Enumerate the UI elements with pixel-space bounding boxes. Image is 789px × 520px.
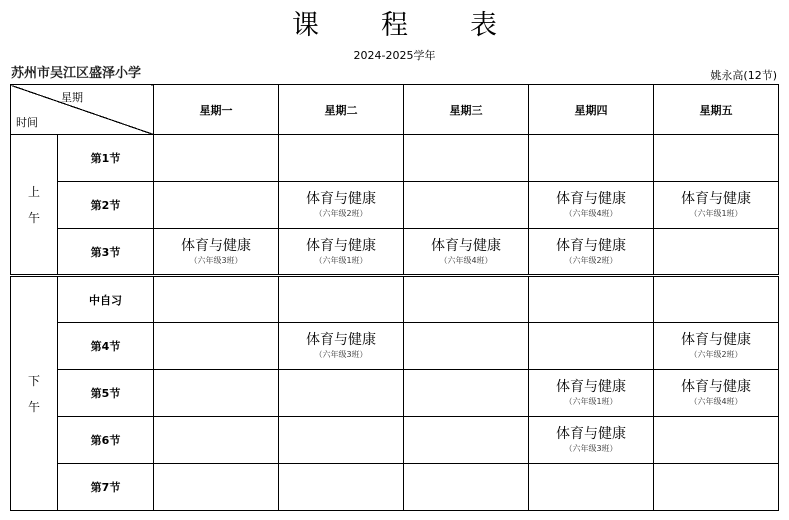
schedule-cell <box>654 323 779 370</box>
schedule-cell <box>279 464 404 511</box>
afternoon-label: 下 午 <box>11 276 58 511</box>
schedule-cell <box>529 229 654 276</box>
schedule-cell <box>654 276 779 323</box>
corner-time-label: 时间 <box>16 116 38 129</box>
period-label: 中自习 <box>58 276 154 323</box>
period-row <box>11 417 779 464</box>
schedule-cell <box>404 182 529 229</box>
course-name: 体育与健康 <box>681 379 751 395</box>
schedule-cell <box>404 229 529 276</box>
schedule-cell <box>154 417 279 464</box>
course-name: 体育与健康 <box>431 237 501 254</box>
class-name: （六年级3班） <box>564 444 618 453</box>
schedule-cell <box>279 370 404 417</box>
school-year: 2024-2025学年 <box>353 49 436 62</box>
schedule-cell <box>654 229 779 276</box>
period-row <box>11 229 779 276</box>
schedule-cell <box>654 135 779 182</box>
period-row <box>11 276 779 323</box>
schedule-cell <box>654 464 779 511</box>
teacher-name: 姚永高(12节) <box>710 69 777 82</box>
morning-label: 上 午 <box>11 135 58 276</box>
schedule-cell <box>404 417 529 464</box>
schedule-cell <box>654 182 779 229</box>
course-name: 体育与健康 <box>556 237 626 254</box>
day-header: 星期三 <box>404 85 529 135</box>
schedule-cell <box>279 135 404 182</box>
period-label: 第2节 <box>58 182 154 229</box>
schedule-cell <box>529 370 654 417</box>
schedule-cell <box>279 417 404 464</box>
schedule-cell <box>154 182 279 229</box>
course-name: 体育与健康 <box>681 332 751 348</box>
class-name: （六年级4班） <box>689 397 743 406</box>
class-name: （六年级3班） <box>189 255 243 265</box>
period-label: 第3节 <box>58 229 154 276</box>
period-row <box>11 370 779 417</box>
schedule-cell <box>529 135 654 182</box>
schedule-cell <box>404 323 529 370</box>
corner-cell <box>11 85 154 135</box>
schedule-cell <box>529 417 654 464</box>
course-name: 体育与健康 <box>556 191 626 207</box>
period-label: 第5节 <box>58 370 154 417</box>
class-name: （六年级1班） <box>314 255 368 265</box>
class-name: （六年级4班） <box>439 255 493 265</box>
class-name: （六年级2班） <box>564 255 618 265</box>
schedule-cell <box>279 182 404 229</box>
class-name: （六年级4班） <box>564 209 618 218</box>
class-name: （六年级3班） <box>314 350 368 359</box>
class-name: （六年级1班） <box>564 397 618 406</box>
schedule-cell <box>279 276 404 323</box>
schedule-cell <box>154 464 279 511</box>
period-label: 第7节 <box>58 464 154 511</box>
day-header: 星期四 <box>529 85 654 135</box>
period-row <box>11 135 779 182</box>
period-row <box>11 323 779 370</box>
schedule-cell <box>279 229 404 276</box>
schedule-cell <box>404 464 529 511</box>
schedule-cell <box>404 276 529 323</box>
school-name: 苏州市吴江区盛泽小学 <box>11 66 142 81</box>
course-name: 体育与健康 <box>556 426 626 442</box>
period-label: 第1节 <box>58 135 154 182</box>
schedule-cell <box>154 276 279 323</box>
schedule-cell <box>529 182 654 229</box>
course-name: 体育与健康 <box>306 191 376 207</box>
schedule-cell <box>279 323 404 370</box>
schedule-cell <box>529 464 654 511</box>
schedule-cell <box>654 370 779 417</box>
class-name: （六年级2班） <box>689 350 743 359</box>
course-name: 体育与健康 <box>306 332 376 348</box>
day-header: 星期二 <box>279 85 404 135</box>
period-label: 第4节 <box>58 323 154 370</box>
day-header: 星期五 <box>654 85 779 135</box>
class-name: （六年级1班） <box>689 209 743 218</box>
course-name: 体育与健康 <box>681 191 751 207</box>
schedule-cell <box>154 370 279 417</box>
corner-weekday-label: 星期 <box>61 91 83 104</box>
schedule-cell <box>529 323 654 370</box>
schedule-cell <box>154 135 279 182</box>
course-name: 体育与健康 <box>556 379 626 395</box>
period-row <box>11 464 779 511</box>
schedule-cell <box>154 229 279 276</box>
schedule-cell <box>404 135 529 182</box>
schedule-table <box>10 84 779 511</box>
class-name: （六年级2班） <box>314 209 368 218</box>
header-row <box>11 85 779 135</box>
schedule-cell <box>654 417 779 464</box>
course-name: 体育与健康 <box>181 237 251 254</box>
schedule-cell <box>404 370 529 417</box>
schedule-cell <box>154 323 279 370</box>
page-title: 课程表 <box>292 10 559 41</box>
course-name: 体育与健康 <box>306 237 376 254</box>
day-header: 星期一 <box>154 85 279 135</box>
period-label: 第6节 <box>58 417 154 464</box>
period-row <box>11 182 779 229</box>
schedule-cell <box>529 276 654 323</box>
